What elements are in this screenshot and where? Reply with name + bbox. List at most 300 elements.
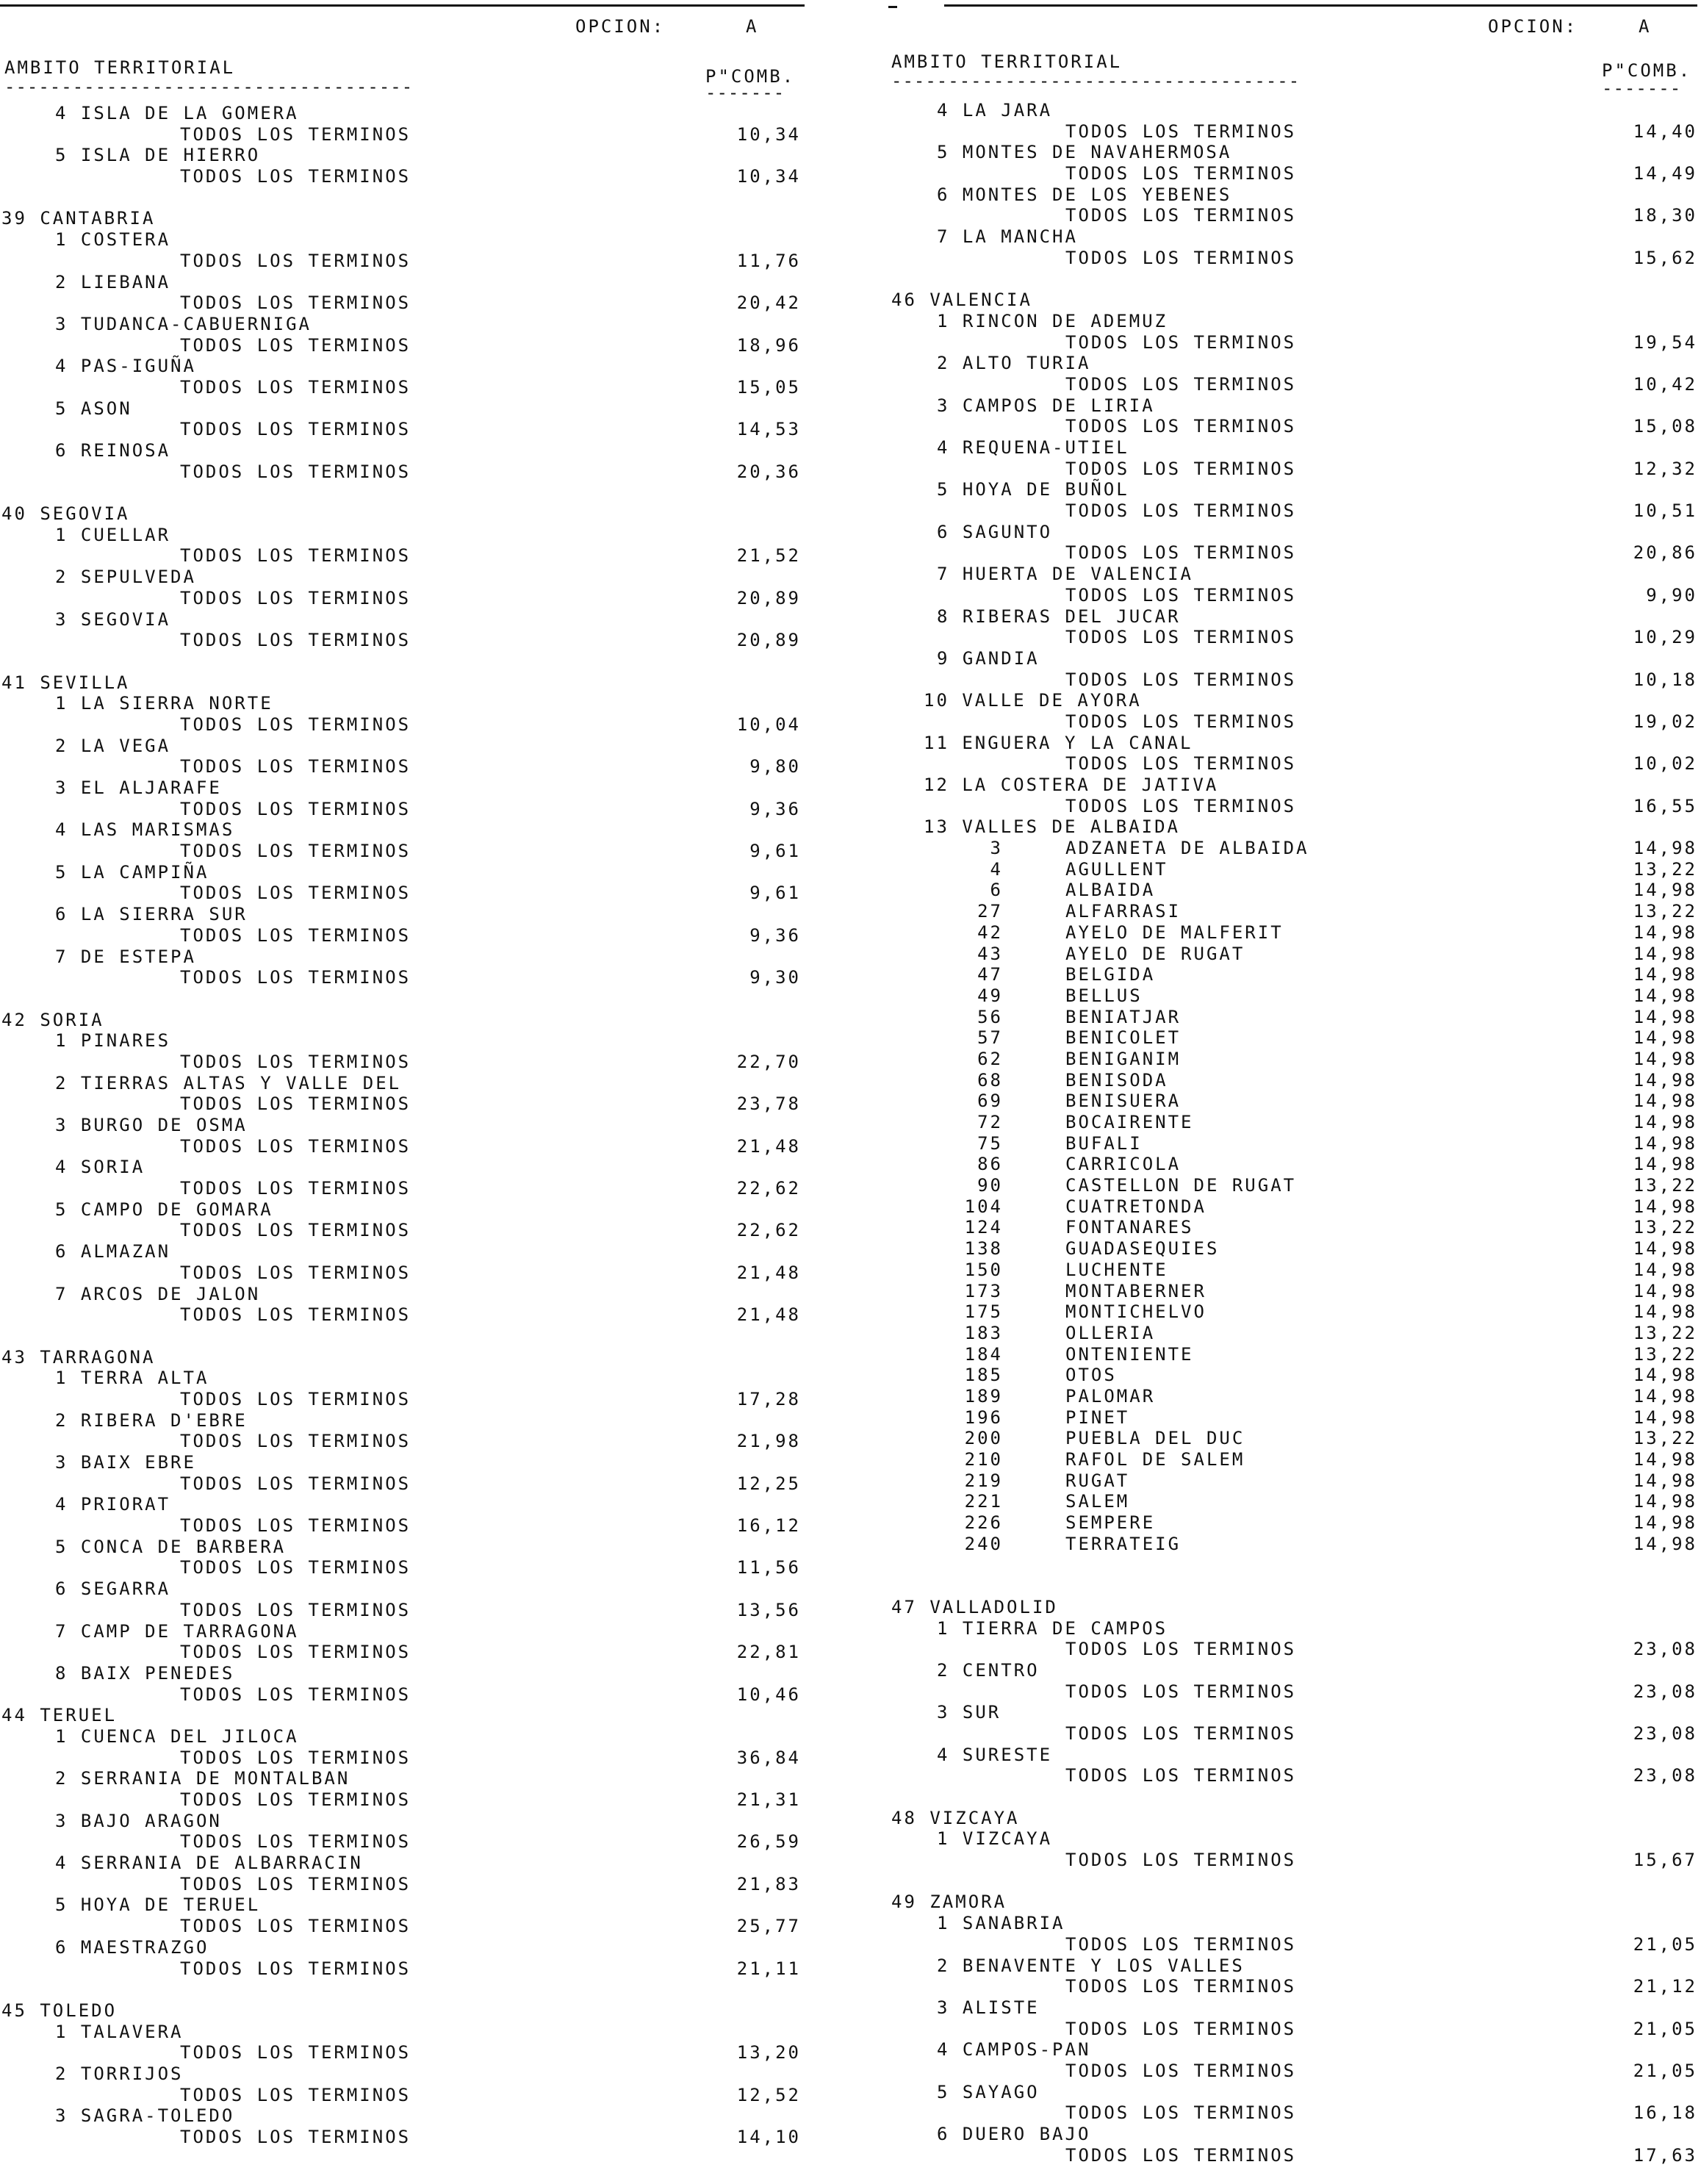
comarca-name: 2 SERRANIA DE MONTALBAN <box>55 1768 350 1789</box>
value-cell: 10,02 <box>1633 753 1697 775</box>
municipality-code: 57 <box>977 1027 1003 1049</box>
comarca-row <box>0 229 808 251</box>
terminos-label: TODOS LOS TERMINOS <box>180 461 411 482</box>
comarca-row <box>885 1828 1701 1850</box>
municipality-row <box>885 1301 1701 1323</box>
comarca-name: 6 SAGUNTO <box>937 521 1053 542</box>
comarca-row <box>0 736 808 757</box>
value-cell: 13,22 <box>1633 1217 1697 1238</box>
comarca-row <box>885 1997 1701 2019</box>
value-cell: 14,98 <box>1633 1238 1697 1260</box>
value-cell: 13,22 <box>1633 858 1697 880</box>
terminos-row <box>0 1262 808 1284</box>
terminos-label: TODOS LOS TERMINOS <box>180 1135 411 1157</box>
comarca-row <box>0 1073 808 1094</box>
value-cell: 14,98 <box>1633 1449 1697 1470</box>
comarca-row <box>0 398 808 420</box>
terminos-row <box>0 251 808 272</box>
province-name: 39 CANTABRIA <box>1 208 156 229</box>
value-cell: 14,98 <box>1633 1048 1697 1069</box>
terminos-label: TODOS LOS TERMINOS <box>1065 1723 1297 1744</box>
comarca-name: 2 CENTRO <box>937 1659 1040 1681</box>
terminos-row <box>0 1684 808 1706</box>
value-cell: 18,96 <box>736 334 801 356</box>
comarca-row <box>885 1702 1701 1723</box>
terminos-label: TODOS LOS TERMINOS <box>180 250 411 271</box>
terminos-row <box>0 967 808 988</box>
value-cell: 20,89 <box>736 587 801 608</box>
municipality-code: 138 <box>964 1238 1003 1260</box>
terminos-row <box>0 799 808 820</box>
comarca-name: 4 REQUENA-UTIEL <box>937 437 1129 458</box>
municipality-code: 56 <box>977 1006 1003 1027</box>
right-column <box>885 0 1701 2184</box>
value-cell: 16,55 <box>1633 795 1697 816</box>
municipality-name: BUFALI <box>1065 1132 1143 1154</box>
comarca-name: 4 CAMPOS-PAN <box>937 2039 1091 2061</box>
value-cell: 15,05 <box>736 376 801 398</box>
comarca-row <box>885 2082 1701 2103</box>
terminos-label: TODOS LOS TERMINOS <box>1065 1976 1297 1997</box>
terminos-label: TODOS LOS TERMINOS <box>1065 2102 1297 2124</box>
terminos-label: TODOS LOS TERMINOS <box>180 967 411 988</box>
value-cell: 21,05 <box>1633 1933 1697 1955</box>
terminos-label: TODOS LOS TERMINOS <box>180 419 411 440</box>
municipality-code: 185 <box>964 1365 1003 1386</box>
comarca-name: 3 BAIX EBRE <box>55 1452 196 1473</box>
municipality-name: PALOMAR <box>1065 1385 1156 1407</box>
terminos-row <box>0 419 808 440</box>
comarca-row <box>0 862 808 883</box>
municipality-row <box>885 1091 1701 1112</box>
comarca-name: 5 MONTES DE NAVAHERMOSA <box>937 142 1232 163</box>
municipality-name: TERRATEIG <box>1065 1533 1182 1554</box>
value-cell: 14,98 <box>1633 964 1697 985</box>
terminos-label: TODOS LOS TERMINOS <box>1065 584 1297 606</box>
terminos-row <box>0 1958 808 1980</box>
blank-row <box>0 187 808 209</box>
comarca-row <box>0 609 808 631</box>
value-cell: 23,78 <box>736 1093 801 1115</box>
comarca-row <box>0 1410 808 1432</box>
comarca-name: 9 GANDIA <box>937 647 1040 669</box>
value-cell: 13,22 <box>1633 1322 1697 1343</box>
terminos-label: TODOS LOS TERMINOS <box>180 883 411 904</box>
municipality-row <box>885 1133 1701 1154</box>
terminos-label: TODOS LOS TERMINOS <box>1065 458 1297 479</box>
comarca-row <box>885 1660 1701 1681</box>
comarca-row <box>0 1157 808 1178</box>
comarca-name: 1 RINCON DE ADEMUZ <box>937 310 1168 331</box>
municipality-name: AYELO DE RUGAT <box>1065 943 1245 964</box>
comarca-name: 2 TIERRAS ALTAS Y VALLE DEL <box>55 1072 402 1093</box>
terminos-row <box>885 205 1701 226</box>
terminos-label: TODOS LOS TERMINOS <box>180 630 411 651</box>
terminos-row <box>0 925 808 946</box>
comarca-name: 7 CAMP DE TARRAGONA <box>55 1620 299 1642</box>
municipality-name: OLLERIA <box>1065 1322 1156 1343</box>
value-cell: 14,98 <box>1633 838 1697 859</box>
terminos-row <box>0 1136 808 1157</box>
terminos-row <box>885 416 1701 437</box>
value-cell: 23,08 <box>1633 1723 1697 1744</box>
comarca-name: 2 TORRIJOS <box>55 2063 184 2084</box>
comarca-name: 5 LA CAMPIÑA <box>55 861 209 883</box>
comarca-name: 2 BENAVENTE Y LOS VALLES <box>937 1955 1245 1976</box>
comarca-name: 1 TERRA ALTA <box>55 1368 209 1389</box>
terminos-row <box>0 1515 808 1537</box>
province-row <box>0 1010 808 1031</box>
comarca-row <box>0 525 808 546</box>
municipality-name: RUGAT <box>1065 1470 1130 1491</box>
terminos-label: TODOS LOS TERMINOS <box>180 334 411 356</box>
comarca-name: 3 EL ALJARAFE <box>55 777 222 798</box>
comarca-row <box>0 1284 808 1305</box>
comarca-name: 1 CUENCA DEL JILOCA <box>55 1725 299 1747</box>
municipality-row <box>885 1007 1701 1028</box>
comarca-row <box>0 1853 808 1874</box>
municipality-code: 3 <box>990 838 1003 859</box>
value-cell: 20,36 <box>736 461 801 482</box>
terminos-row <box>885 2061 1701 2082</box>
terminos-label: TODOS LOS TERMINOS <box>180 1473 411 1494</box>
blank-row <box>0 1979 808 2000</box>
province-name: 41 SEVILLA <box>1 672 130 693</box>
comarca-name: 1 COSTERA <box>55 229 171 251</box>
terminos-row <box>885 1639 1701 1660</box>
header-pcomb: P"COMB. <box>705 66 796 87</box>
municipality-row <box>885 1238 1701 1260</box>
terminos-label: TODOS LOS TERMINOS <box>180 924 411 946</box>
comarca-name: 4 ISLA DE LA GOMERA <box>55 103 299 123</box>
terminos-row <box>0 1831 808 1853</box>
comarca-row <box>885 226 1701 248</box>
terminos-row <box>0 377 808 398</box>
terminos-label: TODOS LOS TERMINOS <box>180 1684 411 1705</box>
comarca-name: 8 RIBERAS DEL JUCAR <box>937 606 1181 627</box>
municipality-code: 104 <box>964 1196 1003 1217</box>
terminos-row <box>885 459 1701 480</box>
left-column <box>0 0 808 2184</box>
municipality-row <box>885 1365 1701 1386</box>
blank-row <box>0 1326 808 1347</box>
terminos-row <box>885 1681 1701 1703</box>
terminos-row <box>885 500 1701 522</box>
value-cell: 21,83 <box>736 1873 801 1894</box>
comarca-name: 4 SORIA <box>55 1157 145 1178</box>
comarca-name: 4 PRIORAT <box>55 1494 171 1515</box>
municipality-row <box>885 1344 1701 1365</box>
opcion-label: OPCION: <box>575 16 666 37</box>
municipality-name: ALFARRASI <box>1065 901 1182 922</box>
comarca-row <box>885 311 1701 332</box>
municipality-code: 75 <box>977 1132 1003 1154</box>
municipality-name: OTOS <box>1065 1365 1117 1386</box>
municipality-row <box>885 1512 1701 1534</box>
terminos-row <box>0 124 808 146</box>
comarca-name: 2 ALTO TURIA <box>937 353 1091 374</box>
comarca-row <box>885 353 1701 374</box>
comarca-row <box>885 1913 1701 1934</box>
municipality-name: BOCAIRENTE <box>1065 1112 1194 1132</box>
comarca-row <box>0 1199 808 1221</box>
municipality-row <box>885 1281 1701 1302</box>
comarca-name: 5 ISLA DE HIERRO <box>55 145 261 166</box>
comarca-name: 3 CAMPOS DE LIRIA <box>937 395 1155 416</box>
terminos-row <box>885 248 1701 269</box>
header-rule-short: ------- <box>1602 78 1682 98</box>
value-cell: 9,36 <box>749 798 801 819</box>
province-name: 40 SEGOVIA <box>1 503 130 525</box>
blank-row <box>0 988 808 1010</box>
comarca-row <box>885 437 1701 459</box>
municipality-name: LUCHENTE <box>1065 1259 1168 1280</box>
terminos-label: TODOS LOS TERMINOS <box>180 1220 411 1241</box>
municipality-code: 184 <box>964 1343 1003 1365</box>
terminos-row <box>0 1600 808 1621</box>
terminos-label: TODOS LOS TERMINOS <box>180 2084 411 2105</box>
value-cell: 36,84 <box>736 1747 801 1768</box>
value-cell: 14,98 <box>1633 1470 1697 1491</box>
terminos-label: TODOS LOS TERMINOS <box>1065 205 1297 226</box>
municipality-name: AGULLENT <box>1065 858 1168 880</box>
terminos-label: TODOS LOS TERMINOS <box>180 841 411 862</box>
municipality-code: 42 <box>977 922 1003 943</box>
comarca-name: 1 SANABRIA <box>937 1913 1065 1934</box>
comarca-name: 12 LA COSTERA DE JATIVA <box>924 775 1219 795</box>
terminos-row <box>0 1642 808 1663</box>
comarca-name: 4 LA JARA <box>937 100 1053 121</box>
value-cell: 12,25 <box>736 1473 801 1494</box>
terminos-label: TODOS LOS TERMINOS <box>1065 1850 1297 1871</box>
municipality-row <box>885 1070 1701 1091</box>
comarca-name: 2 SEPULVEDA <box>55 567 196 588</box>
comarca-row <box>0 1241 808 1262</box>
comarca-row <box>0 819 808 841</box>
header-pcomb: P"COMB. <box>1602 60 1692 81</box>
value-cell: 9,90 <box>1646 584 1697 606</box>
comarca-name: 6 MAESTRAZGO <box>55 1936 209 1958</box>
terminos-row <box>0 1916 808 1937</box>
comarca-row <box>0 1494 808 1515</box>
value-cell: 25,77 <box>736 1916 801 1937</box>
value-cell: 10,29 <box>1633 627 1697 648</box>
municipality-code: 200 <box>964 1428 1003 1449</box>
terminos-row <box>885 163 1701 184</box>
terminos-row <box>0 588 808 609</box>
value-cell: 14,98 <box>1633 1112 1697 1132</box>
value-cell: 9,61 <box>749 841 801 862</box>
terminos-label: TODOS LOS TERMINOS <box>180 166 411 187</box>
terminos-row <box>0 630 808 651</box>
municipality-name: PUEBLA DEL DUC <box>1065 1428 1245 1449</box>
terminos-row <box>885 796 1701 817</box>
header-rule-long: ------------------------------------ <box>891 71 1301 91</box>
municipality-name: CASTELLON DE RUGAT <box>1065 1175 1297 1196</box>
municipality-name: BENICOLET <box>1065 1027 1182 1049</box>
comarca-name: 4 SURESTE <box>937 1744 1053 1765</box>
municipality-name: BELLUS <box>1065 985 1143 1006</box>
terminos-label: TODOS LOS TERMINOS <box>1065 1765 1297 1786</box>
municipality-name: MONTABERNER <box>1065 1280 1206 1301</box>
comarca-row <box>0 946 808 968</box>
comarca-name: 6 DUERO BAJO <box>937 2124 1091 2144</box>
value-cell: 21,12 <box>1633 1976 1697 1997</box>
terminos-label: TODOS LOS TERMINOS <box>180 1431 411 1452</box>
terminos-label: TODOS LOS TERMINOS <box>1065 247 1297 268</box>
value-cell: 15,67 <box>1633 1850 1697 1871</box>
municipality-name: BENISODA <box>1065 1069 1168 1091</box>
value-cell: 14,98 <box>1633 1154 1697 1175</box>
comarca-row <box>885 2039 1701 2061</box>
value-cell: 14,10 <box>736 2127 801 2147</box>
municipality-name: SEMPERE <box>1065 1512 1156 1534</box>
municipality-code: 6 <box>990 880 1003 901</box>
comarca-row <box>885 142 1701 163</box>
terminos-label: TODOS LOS TERMINOS <box>180 1873 411 1894</box>
municipality-row <box>885 859 1701 880</box>
terminos-label: TODOS LOS TERMINOS <box>1065 2018 1297 2039</box>
comarca-name: 5 CAMPO DE GOMARA <box>55 1199 273 1220</box>
value-cell: 22,81 <box>736 1642 801 1663</box>
comarca-row <box>0 440 808 461</box>
municipality-code: 150 <box>964 1259 1003 1280</box>
comarca-name: 1 TIERRA DE CAMPOS <box>937 1617 1168 1639</box>
terminos-label: TODOS LOS TERMINOS <box>180 123 411 145</box>
municipality-row <box>885 1407 1701 1429</box>
municipality-code: 86 <box>977 1154 1003 1175</box>
opcion-label: OPCION: <box>1488 16 1578 37</box>
comarca-row <box>0 1768 808 1789</box>
terminos-label: TODOS LOS TERMINOS <box>180 1557 411 1578</box>
terminos-label: TODOS LOS TERMINOS <box>1065 416 1297 437</box>
comarca-row <box>0 103 808 124</box>
comarca-row <box>0 777 808 799</box>
comarca-row <box>0 1030 808 1052</box>
municipality-name: BENIATJAR <box>1065 1006 1182 1027</box>
municipality-name: GUADASEQUIES <box>1065 1238 1220 1260</box>
terminos-row <box>0 2127 808 2148</box>
province-row <box>885 1808 1701 1829</box>
municipality-name: RAFOL DE SALEM <box>1065 1449 1245 1470</box>
value-cell: 14,98 <box>1633 1132 1697 1154</box>
comarca-name: 4 LAS MARISMAS <box>55 819 235 841</box>
blank-row <box>885 1554 1701 1576</box>
value-cell: 13,56 <box>736 1599 801 1620</box>
comarca-row <box>885 395 1701 417</box>
comarca-name: 5 CONCA DE BARBERA <box>55 1536 287 1557</box>
terminos-row <box>885 121 1701 143</box>
terminos-label: TODOS LOS TERMINOS <box>180 2127 411 2147</box>
blank-row <box>885 1786 1701 1808</box>
terminos-label: TODOS LOS TERMINOS <box>180 1958 411 1979</box>
comarca-name: 1 TALAVERA <box>55 2021 184 2042</box>
terminos-label: TODOS LOS TERMINOS <box>1065 500 1297 522</box>
comarca-row <box>885 1955 1701 1977</box>
province-name: 45 TOLEDO <box>1 2000 118 2021</box>
municipality-row <box>885 880 1701 901</box>
comarca-row <box>885 564 1701 585</box>
value-cell: 23,08 <box>1633 1681 1697 1702</box>
municipality-row <box>885 901 1701 922</box>
comarca-name: 7 DE ESTEPA <box>55 946 196 967</box>
comarca-row <box>0 693 808 714</box>
value-cell: 21,05 <box>1633 2060 1697 2081</box>
comarca-row <box>0 1452 808 1473</box>
top-rule <box>0 4 805 7</box>
comarca-row <box>0 1578 808 1600</box>
comarca-row <box>0 1894 808 1916</box>
terminos-label: TODOS LOS TERMINOS <box>180 1178 411 1199</box>
value-cell: 21,48 <box>736 1262 801 1283</box>
comarca-name: 6 LA SIERRA SUR <box>55 904 248 925</box>
terminos-label: TODOS LOS TERMINOS <box>1065 1933 1297 1955</box>
comarca-row <box>0 2063 808 2085</box>
value-cell: 11,56 <box>736 1557 801 1578</box>
municipality-code: 72 <box>977 1112 1003 1132</box>
blank-row <box>0 651 808 672</box>
value-cell: 13,22 <box>1633 1175 1697 1196</box>
value-cell: 14,98 <box>1633 1407 1697 1428</box>
terminos-label: TODOS LOS TERMINOS <box>1065 753 1297 775</box>
province-name: 49 ZAMORA <box>891 1892 1007 1913</box>
municipality-name: AYELO DE MALFERIT <box>1065 922 1284 943</box>
terminos-label: TODOS LOS TERMINOS <box>180 714 411 735</box>
value-cell: 14,98 <box>1633 943 1697 964</box>
comarca-row <box>0 1663 808 1684</box>
value-cell: 9,36 <box>749 924 801 946</box>
comarca-name: 7 ARCOS DE JALON <box>55 1283 261 1304</box>
value-cell: 9,30 <box>749 967 801 988</box>
terminos-row <box>885 669 1701 691</box>
municipality-row <box>885 838 1701 859</box>
value-cell: 14,98 <box>1633 1259 1697 1280</box>
comarca-row <box>0 1937 808 1958</box>
header-rule-long: ------------------------------------ <box>4 76 414 97</box>
terminos-label: TODOS LOS TERMINOS <box>1065 1681 1297 1702</box>
terminos-label: TODOS LOS TERMINOS <box>1065 1639 1297 1660</box>
blank-row <box>885 269 1701 290</box>
comarca-name: 3 ALISTE <box>937 1997 1040 2018</box>
comarca-name: 3 BAJO ARAGON <box>55 1810 222 1831</box>
comarca-row <box>0 904 808 925</box>
comarca-name: 13 VALLES DE ALBAIDA <box>924 816 1180 838</box>
terminos-label: TODOS LOS TERMINOS <box>180 1599 411 1620</box>
province-name: 43 TARRAGONA <box>1 1346 156 1368</box>
comarca-name: 3 SEGOVIA <box>55 608 171 630</box>
comarca-name: 6 ALMAZAN <box>55 1241 171 1262</box>
municipality-code: 62 <box>977 1048 1003 1069</box>
value-cell: 19,54 <box>1633 331 1697 353</box>
value-cell: 14,98 <box>1633 1385 1697 1407</box>
comarca-row <box>0 2022 808 2043</box>
terminos-label: TODOS LOS TERMINOS <box>180 2042 411 2063</box>
comarca-name: 4 SERRANIA DE ALBARRACIN <box>55 1853 363 1874</box>
value-cell: 21,98 <box>736 1431 801 1452</box>
municipality-code: 175 <box>964 1301 1003 1323</box>
comarca-row <box>0 1115 808 1136</box>
value-cell: 16,12 <box>736 1515 801 1537</box>
comarca-name: 6 REINOSA <box>55 440 171 461</box>
value-cell: 14,49 <box>1633 163 1697 184</box>
terminos-row <box>885 332 1701 353</box>
value-cell: 16,18 <box>1633 2102 1697 2124</box>
comarca-name: 1 CUELLAR <box>55 524 171 545</box>
municipality-code: 183 <box>964 1322 1003 1343</box>
municipality-code: 210 <box>964 1449 1003 1470</box>
province-row <box>885 1597 1701 1618</box>
comarca-row <box>885 1745 1701 1766</box>
